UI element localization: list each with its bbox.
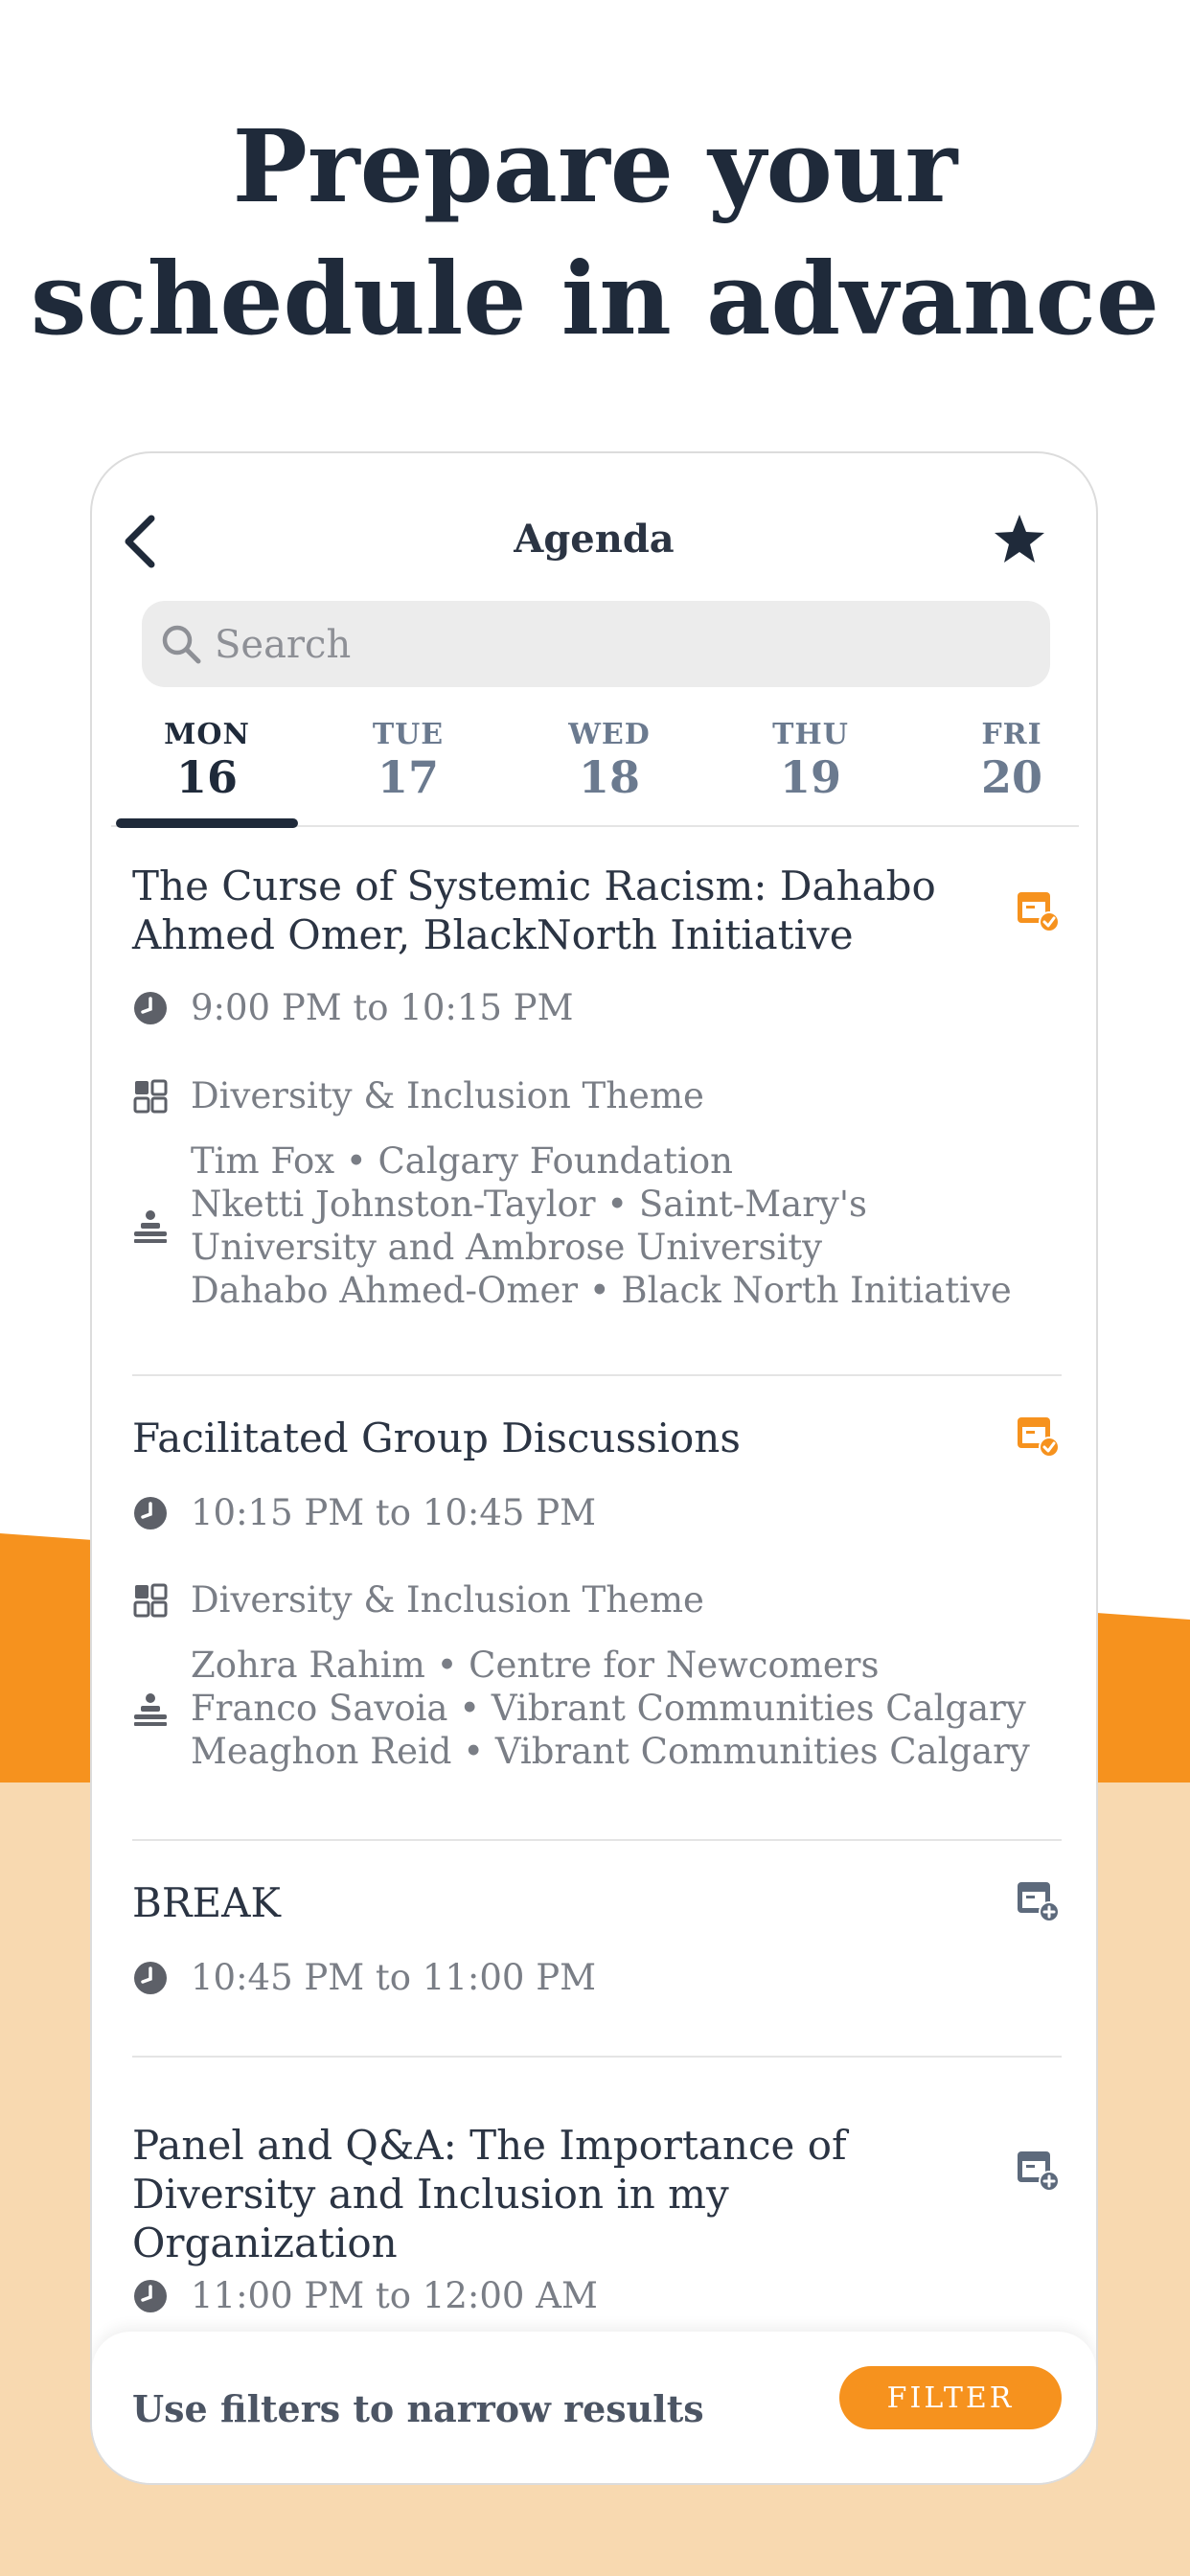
session-time: 10:15 PM to 10:45 PM bbox=[191, 1492, 597, 1533]
session-time: 9:00 PM to 10:15 PM bbox=[191, 987, 574, 1028]
session-time-row bbox=[132, 1956, 1062, 1999]
tab-day-mon[interactable] bbox=[116, 712, 298, 825]
session-speakers-row bbox=[132, 1139, 1062, 1316]
clock-icon bbox=[132, 1495, 169, 1531]
session-speakers bbox=[191, 1139, 1053, 1312]
tab-day-wed[interactable] bbox=[518, 712, 700, 825]
clock-icon bbox=[132, 2278, 169, 2314]
session-item[interactable] bbox=[132, 1878, 1062, 2041]
filter-hint: Use filters to narrow results bbox=[132, 2387, 704, 2430]
day-date: 17 bbox=[377, 751, 439, 803]
day-name: FRI bbox=[981, 718, 1042, 751]
day-date: 20 bbox=[980, 751, 1042, 803]
tab-day-tue[interactable] bbox=[317, 712, 499, 825]
calendar-add-icon[interactable] bbox=[1016, 2148, 1062, 2194]
day-date: 16 bbox=[175, 751, 238, 803]
divider bbox=[132, 1839, 1062, 1841]
clock-icon bbox=[132, 990, 169, 1026]
nav-bar bbox=[92, 453, 1096, 616]
speaker: Nketti Johnston-Taylor • Saint-Mary's University and Ambrose University bbox=[191, 1184, 867, 1268]
session-time: 11:00 PM to 12:00 AM bbox=[191, 2275, 598, 2316]
day-date: 19 bbox=[779, 751, 841, 803]
calendar-added-icon[interactable] bbox=[1016, 888, 1062, 934]
speaker-podium-icon bbox=[132, 1691, 169, 1728]
tab-day-fri[interactable] bbox=[921, 712, 1098, 825]
filter-footer bbox=[92, 2332, 1096, 2485]
tab-day-thu[interactable] bbox=[720, 712, 902, 825]
active-tab-indicator bbox=[116, 818, 298, 828]
session-time-row bbox=[132, 2274, 1062, 2317]
speaker: Tim Fox • Calgary Foundation bbox=[191, 1140, 733, 1182]
day-name: MON bbox=[164, 718, 250, 751]
calendar-added-icon[interactable] bbox=[1016, 1414, 1062, 1460]
speaker-podium-icon bbox=[132, 1208, 169, 1245]
speaker: Meaghon Reid • Vibrant Communities Calgary bbox=[191, 1731, 1030, 1772]
session-time: 10:45 PM to 11:00 PM bbox=[191, 1957, 597, 1998]
day-name: WED bbox=[568, 718, 651, 751]
session-time-row bbox=[132, 1491, 1062, 1534]
search-bar bbox=[142, 601, 1050, 687]
session-title: Panel and Q&A: The Importance of Diversity and Inclusion in my Organization bbox=[132, 2122, 847, 2266]
day-name: TUE bbox=[372, 718, 445, 751]
divider bbox=[132, 2056, 1062, 2058]
filter-button[interactable]: FILTER bbox=[839, 2366, 1062, 2429]
phone-frame bbox=[90, 451, 1098, 2485]
session-item[interactable] bbox=[132, 1414, 1062, 1835]
session-theme-row bbox=[132, 1578, 1062, 1622]
day-name: THU bbox=[772, 718, 849, 751]
headline-line-1: Prepare your bbox=[232, 107, 958, 225]
search-input[interactable] bbox=[213, 612, 1021, 678]
session-time-row bbox=[132, 986, 1062, 1029]
session-speakers bbox=[191, 1644, 1053, 1773]
page-title: Agenda bbox=[514, 517, 675, 562]
day-tabs bbox=[111, 712, 1079, 827]
category-icon bbox=[132, 1078, 169, 1115]
clock-icon bbox=[132, 1960, 169, 1996]
headline-line-2: schedule in advance bbox=[30, 240, 1160, 357]
day-date: 18 bbox=[578, 751, 640, 803]
session-item[interactable] bbox=[132, 2121, 1062, 2332]
speaker: Dahabo Ahmed-Omer • Black North Initiative bbox=[191, 1270, 1012, 1311]
session-title: Facilitated Group Discussions bbox=[132, 1414, 741, 1461]
session-item[interactable] bbox=[132, 862, 1062, 1345]
category-icon bbox=[132, 1582, 169, 1619]
session-speakers-row bbox=[132, 1644, 1062, 1776]
calendar-add-icon[interactable] bbox=[1016, 1878, 1062, 1924]
session-theme-row bbox=[132, 1074, 1062, 1117]
session-title: The Curse of Systemic Racism: Dahabo Ahmed Omer, BlackNorth Initiative bbox=[132, 862, 936, 958]
session-title: BREAK bbox=[132, 1879, 281, 1926]
session-theme: Diversity & Inclusion Theme bbox=[191, 1075, 704, 1116]
search-icon bbox=[159, 622, 203, 666]
speaker: Franco Savoia • Vibrant Communities Calgary bbox=[191, 1688, 1026, 1729]
speaker: Zohra Rahim • Centre for Newcomers bbox=[191, 1644, 880, 1686]
divider bbox=[132, 1374, 1062, 1376]
star-icon[interactable] bbox=[993, 513, 1046, 566]
page-headline bbox=[0, 101, 1190, 365]
session-theme: Diversity & Inclusion Theme bbox=[191, 1579, 704, 1621]
